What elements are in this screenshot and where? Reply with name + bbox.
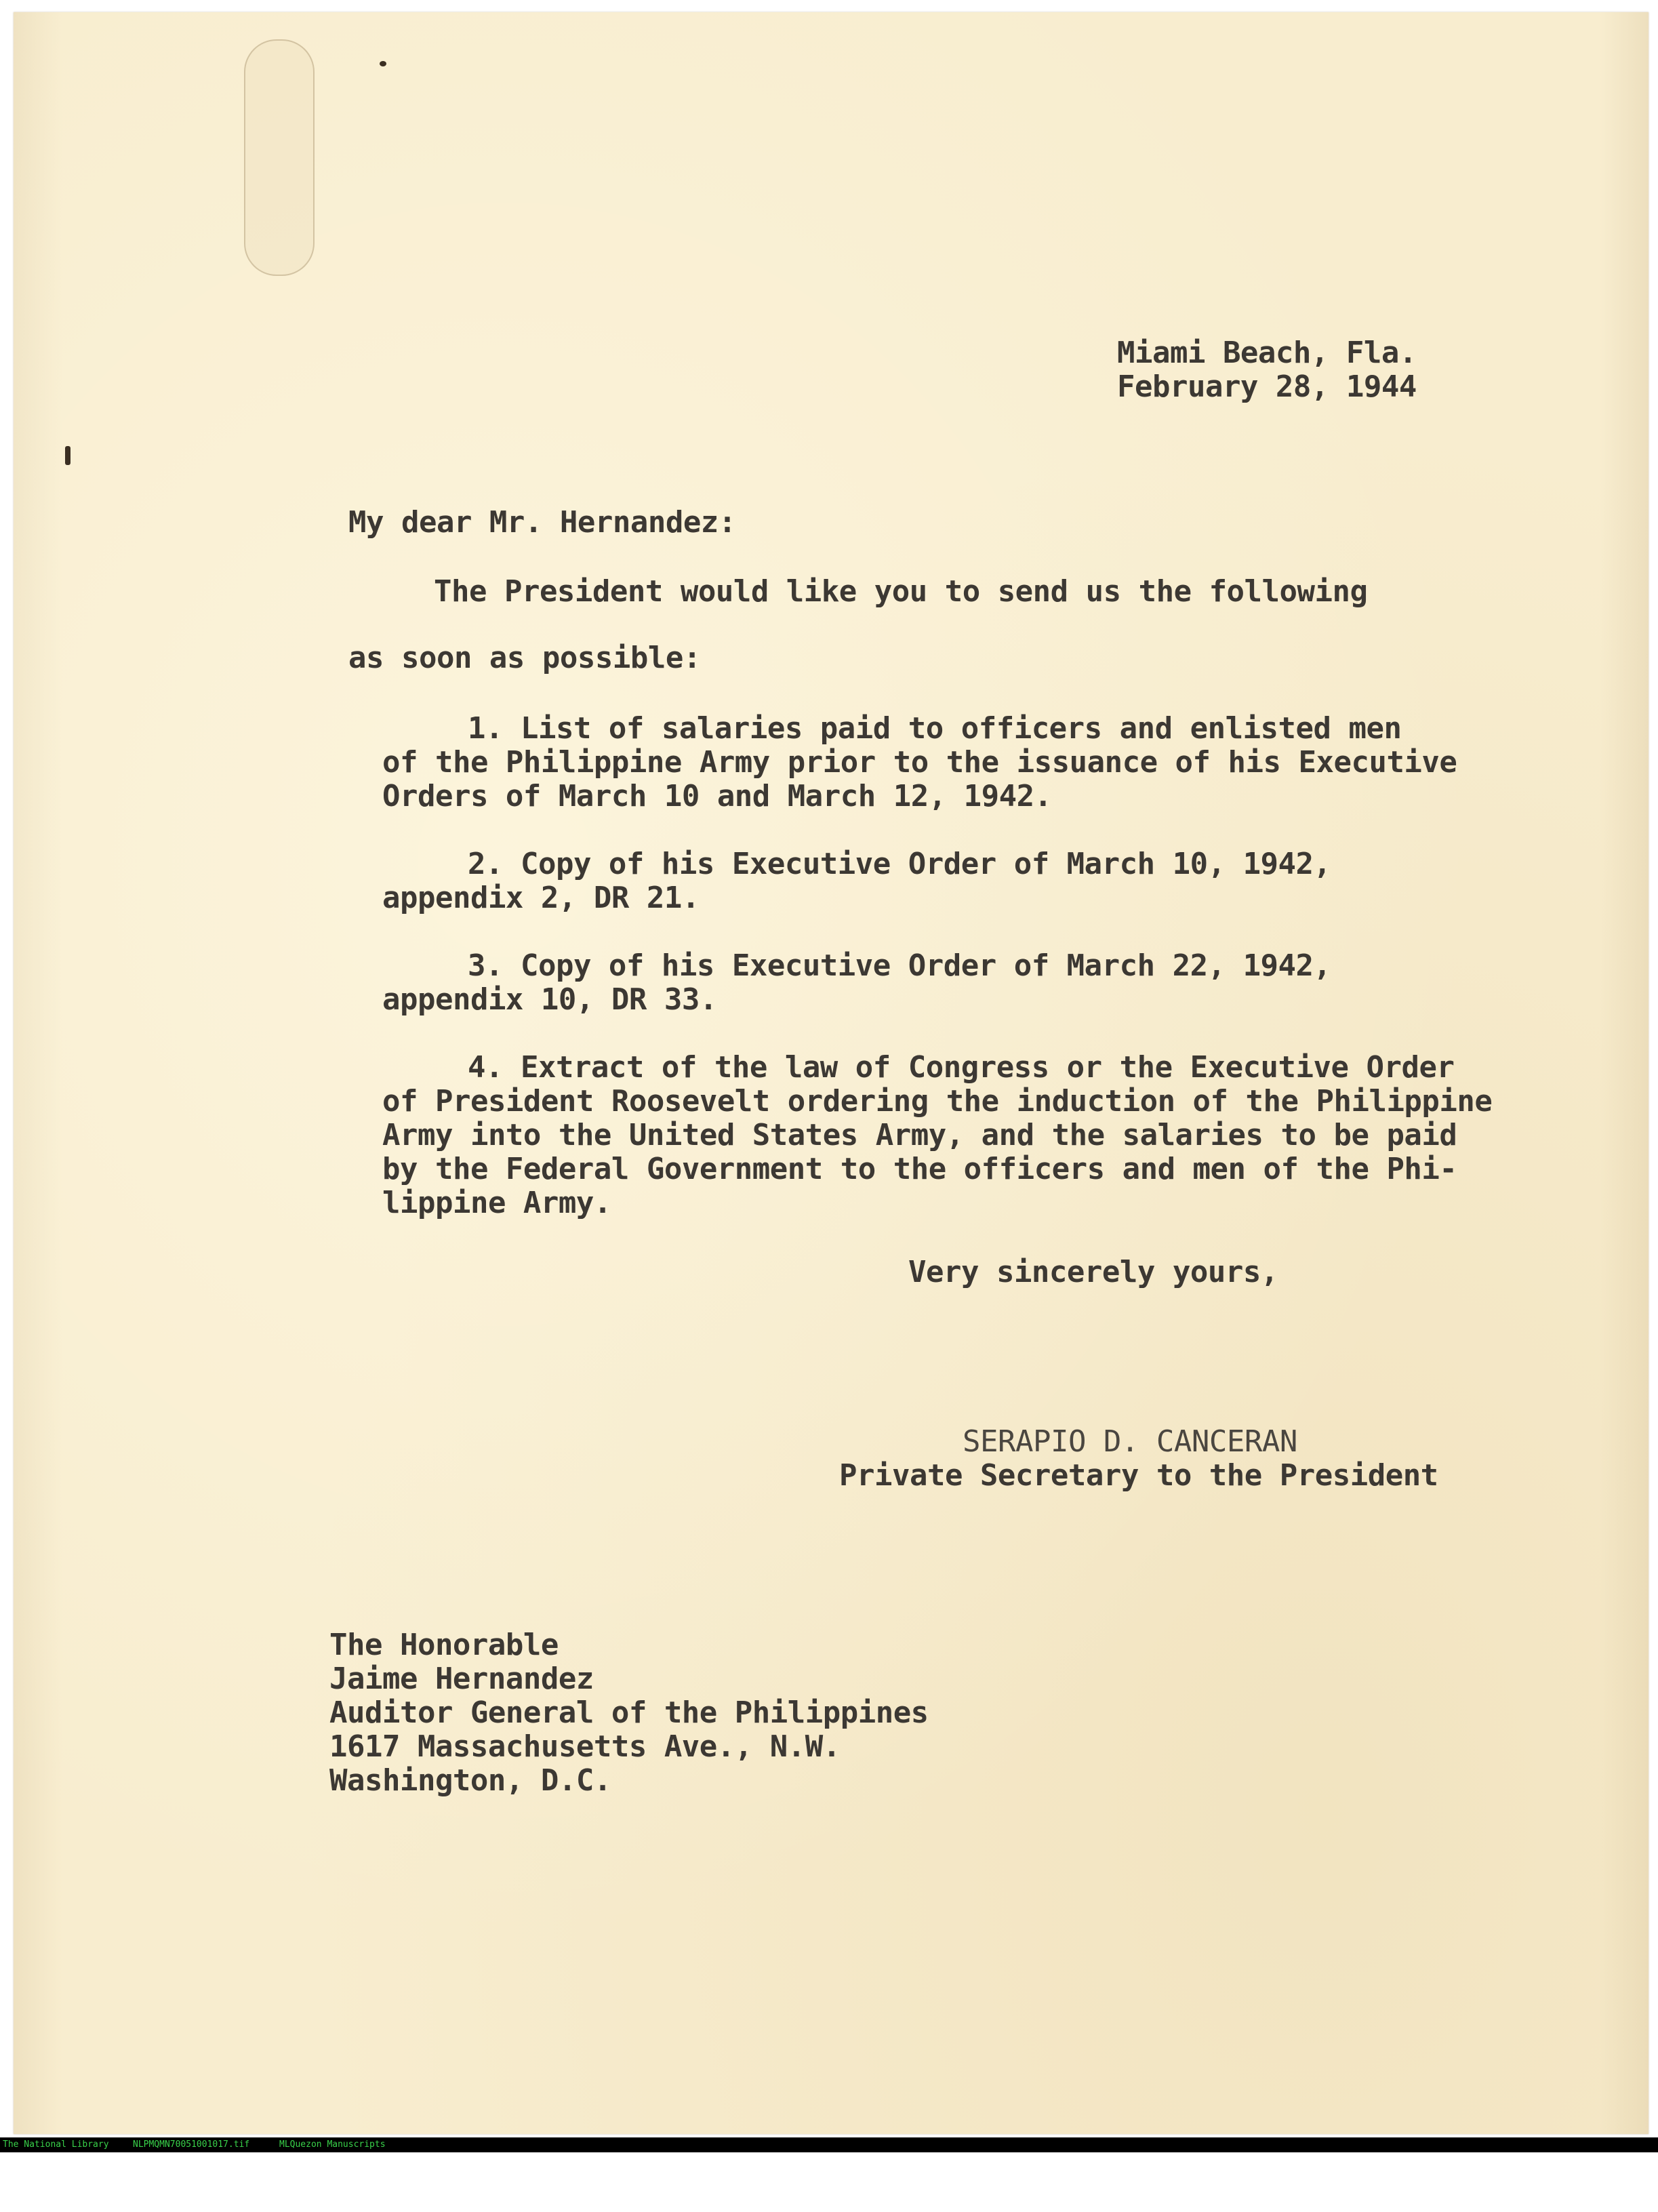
list-item-4-line-5: lippine Army. (382, 1186, 611, 1220)
letter-date: February 28, 1944 (1117, 369, 1417, 404)
list-item-1-line-1: 1. List of salaries paid to officers and enlisted men (468, 711, 1402, 746)
list-item-2-line-2: appendix 2, DR 21. (382, 881, 700, 915)
intro-line-2: as soon as possible: (348, 641, 701, 675)
list-item-3-line-1: 3. Copy of his Executive Order of March 22, 1942, (468, 948, 1331, 983)
intro-line-1: The President would like you to send us the following (434, 574, 1368, 609)
ink-speck (380, 61, 386, 66)
addressee-line-1: The Honorable (329, 1628, 559, 1662)
list-item-4-line-4: by the Federal Government to the officers and men of the Phi- (382, 1152, 1457, 1186)
addressee-line-3: Auditor General of the Philippines (329, 1695, 929, 1730)
list-item-4-line-2: of President Roosevelt ordering the induction of the Philippine (382, 1084, 1493, 1119)
paperclip-mark (244, 39, 315, 276)
list-item-1-line-3: Orders of March 10 and March 12, 1942. (382, 779, 1052, 813)
addressee-line-5: Washington, D.C. (329, 1763, 611, 1798)
list-item-4-line-1: 4. Extract of the law of Congress or the Executive Order (468, 1050, 1455, 1085)
footer-collection: MLQuezon Manuscripts (279, 2139, 386, 2150)
list-item-2-line-1: 2. Copy of his Executive Order of March 10, 1942, (468, 847, 1331, 881)
addressee-line-4: 1617 Massachusetts Ave., N.W. (329, 1729, 841, 1764)
signer-name: SERAPIO D. CANCERAN (963, 1424, 1297, 1459)
ink-speck (65, 446, 70, 465)
signer-title: Private Secretary to the President (839, 1458, 1438, 1493)
list-item-1-line-2: of the Philippine Army prior to the issuance of his Executive (382, 745, 1457, 780)
letter-place: Miami Beach, Fla. (1117, 336, 1417, 370)
footer-file: NLPMQMN70051001017.tif (133, 2139, 250, 2150)
list-item-3-line-2: appendix 10, DR 33. (382, 982, 717, 1017)
scan-footer (0, 2137, 1658, 2152)
addressee-line-2: Jaime Hernandez (329, 1662, 594, 1696)
footer-library: The National Library (3, 2139, 109, 2150)
closing: Very sincerely yours, (908, 1255, 1278, 1289)
list-item-4-line-3: Army into the United States Army, and the salaries to be paid (382, 1118, 1457, 1152)
salutation: My dear Mr. Hernandez: (348, 505, 736, 540)
